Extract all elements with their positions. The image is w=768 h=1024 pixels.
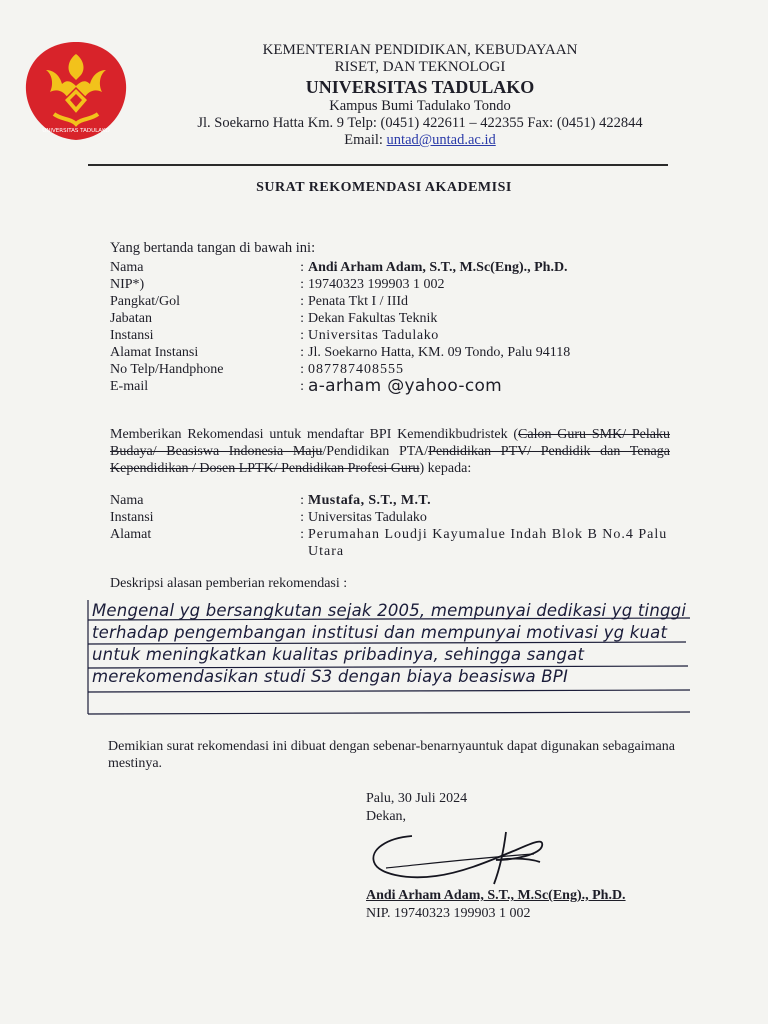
field-label: Nama bbox=[110, 493, 144, 508]
university-address: Jl. Soekarno Hatta Km. 9 Telp: (0451) 422611 – 422355 Fax: (0451) 422844 bbox=[197, 115, 643, 131]
field-row: Alamat Instansi : Jl. Soekarno Hatta, KM. 09 Tondo, Palu 94118 bbox=[110, 344, 670, 361]
field-row: Nama : Mustafa, S.T., M.T. bbox=[110, 492, 670, 509]
field-label: Instansi bbox=[110, 328, 154, 343]
field-row: Instansi : Universitas Tadulako bbox=[110, 327, 670, 344]
field-value: 19740323 199903 1 002 bbox=[308, 277, 445, 292]
struck-options-2: Pendidikan PTV/ Pendidik dan Tenaga Kependidikan / Dosen LPTK/ Pendidikan Profesi Guru bbox=[110, 444, 670, 476]
struck-options-1: Calon Guru SMK/ Pelaku Budaya/ Beasiswa Indonesia Maju bbox=[110, 427, 670, 459]
field-label: Jabatan bbox=[110, 311, 152, 326]
field-value: Perumahan Loudji Kayumalue Indah Blok B No.4 Palu Utara bbox=[308, 527, 668, 559]
field-label: Pangkat/Gol bbox=[110, 294, 180, 309]
logo-text: UNIVERSITAS TADULAKO bbox=[42, 128, 110, 134]
candidate-fields bbox=[110, 492, 670, 560]
field-row: Pangkat/Gol : Penata Tkt I / IIId bbox=[110, 293, 670, 310]
recommender-fields bbox=[110, 259, 670, 395]
field-value: Dekan Fakultas Teknik bbox=[308, 311, 438, 326]
field-value: Andi Arham Adam, S.T., M.Sc(Eng)., Ph.D. bbox=[308, 260, 568, 275]
letterhead-divider bbox=[88, 164, 668, 166]
email-link[interactable]: untad@untad.ac.id bbox=[386, 132, 496, 148]
field-value: Universitas Tadulako bbox=[308, 328, 439, 343]
signer-name: Andi Arham Adam, S.T., M.Sc(Eng)., Ph.D. bbox=[366, 888, 626, 903]
description-label: Deskripsi alasan pemberian rekomendasi : bbox=[110, 576, 348, 591]
place-date: Palu, 30 Juli 2024 bbox=[366, 791, 468, 806]
field-row: Alamat : Perumahan Loudji Kayumalue Indah Blok B No.4 Palu Utara bbox=[110, 526, 670, 560]
handwritten-email-value: a-arham @yahoo-com bbox=[308, 376, 503, 396]
intro-text: Yang bertanda tangan di bawah ini: bbox=[110, 240, 316, 256]
field-row: Jabatan : Dekan Fakultas Teknik bbox=[110, 310, 670, 327]
field-value: Universitas Tadulako bbox=[308, 510, 427, 525]
signature-scribble bbox=[366, 828, 566, 888]
field-row: No Telp/Handphone : 087787408555 bbox=[110, 361, 670, 378]
recommendation-lead: Memberikan Rekomendasi untuk mendaftar BPI Kemendikbudristek ( bbox=[110, 427, 519, 442]
signer-position: Dekan, bbox=[366, 809, 407, 824]
field-row: Nama : Andi Arham Adam, S.T., M.Sc(Eng)., Ph.D. bbox=[110, 259, 670, 276]
handwritten-description: Mengenal yg bersangkutan sejak 2005, mempunyai dedikasi yg tinggi terhadap pengembangan institusi dan mempunyai motivasi yg kuat untuk meningkatkan kualitas pribadinya, sehingga sangat merekomendasikan studi S3 dengan biaya beasiswa BPI bbox=[92, 601, 687, 686]
closing-text: Demikian surat rekomendasi ini dibuat dengan sebenar-benarnyauntuk dapat digunakan sebagaimana mestinya. bbox=[108, 739, 675, 771]
field-label: No Telp/Handphone bbox=[110, 362, 224, 377]
field-value: Mustafa, S.T., M.T. bbox=[308, 493, 431, 508]
field-value: Penata Tkt I / IIId bbox=[308, 294, 409, 309]
selected-option: /Pendidikan PTA/ bbox=[322, 444, 429, 459]
campus-name: Kampus Bumi Tadulako Tondo bbox=[329, 98, 511, 114]
field-label: E-mail bbox=[110, 379, 149, 394]
document-title: SURAT REKOMENDASI AKADEMISI bbox=[256, 180, 512, 195]
email-line bbox=[150, 132, 690, 149]
university-name: UNIVERSITAS TADULAKO bbox=[305, 77, 535, 97]
field-row: Instansi : Universitas Tadulako bbox=[110, 509, 670, 526]
ministry-line1: KEMENTERIAN PENDIDIKAN, KEBUDAYAAN bbox=[262, 42, 578, 58]
university-logo bbox=[24, 40, 128, 142]
recommendation-tail: ) kepada: bbox=[419, 461, 472, 476]
field-value: Jl. Soekarno Hatta, KM. 09 Tondo, Palu 94118 bbox=[308, 345, 571, 360]
field-label: NIP*) bbox=[110, 277, 145, 292]
signature-block bbox=[366, 790, 686, 826]
field-value: 087787408555 bbox=[308, 362, 404, 377]
field-label: Instansi bbox=[110, 510, 154, 525]
recommendation-paragraph bbox=[110, 426, 670, 477]
ministry-line2: RISET, DAN TEKNOLOGI bbox=[334, 59, 506, 75]
field-label: Alamat Instansi bbox=[110, 345, 199, 360]
field-row: E-mail : a-arham @yahoo-com bbox=[110, 378, 670, 395]
letterhead bbox=[150, 42, 690, 149]
field-label: Alamat bbox=[110, 527, 152, 542]
field-label: Nama bbox=[110, 260, 144, 275]
signer-nip: NIP. 19740323 199903 1 002 bbox=[366, 906, 531, 921]
field-row: NIP*) : 19740323 199903 1 002 bbox=[110, 276, 670, 293]
email-label: Email: bbox=[344, 132, 383, 148]
